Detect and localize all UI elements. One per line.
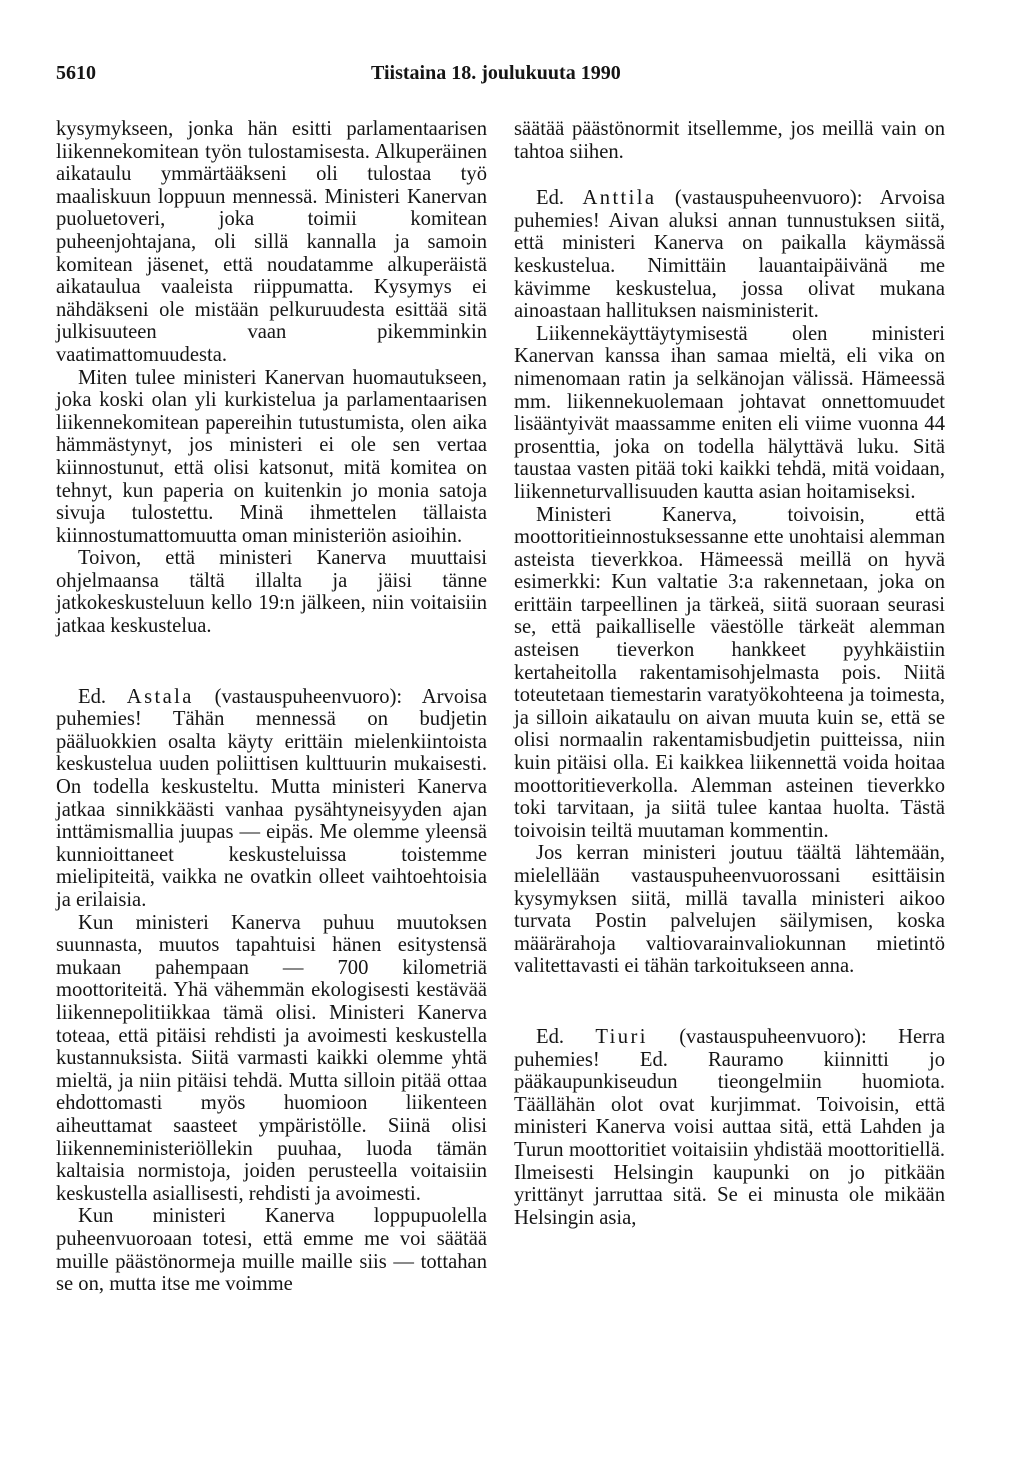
speaker-prefix: Ed. <box>78 685 127 708</box>
left-column <box>56 118 487 1296</box>
right-column <box>514 118 945 1229</box>
paragraph: Liikennekäyttäytymisestä olen ministeri Kanervan kanssa ihan samaa mieltä, eli vika on nimenomaan ratin ja selkänojan välissä. Hämeessä mm. liikennekuolemaan johtavat onnettomuudet lisääntyivät maassamme eniten eli viime vuonna 44 prosenttia, joka on todella hälyttävä luku. Sitä taustaa vasten pitää toki kaikki tehdä, mitä voidaan, liikenneturvallisuuden kautta asian hoitamiseksi. <box>514 322 945 503</box>
speaker-name: Anttila <box>582 187 657 210</box>
speaker-prefix: Ed. <box>536 187 583 210</box>
speech-text: (vastauspuheenvuoro): Arvoisa puhemies! Aivan aluksi annan tunnustuksen siitä, että ministeri Kanerva on paikalla käymässä keskustelua. Nimittäin lauantaipäivänä me kävimme keskustelua, jossa olivat mukana ainoastaan hallituksen naisministerit. <box>514 187 945 323</box>
paragraph: Kun ministeri Kanerva puhuu muutoksen suunnasta, muutos tapahtuisi hänen esitystensä mukaan pahempaan — 700 kilometriä moottoriteitä. Yhä vähemmän ekologisesti kestävää liikennepolitiikkaa tämä olisi. Ministeri Kanerva toteaa, että pitäisi rehdisti ja avoimesti keskustella kustannuksista. Siitä varmasti kaikki olemme yhtä mieltä, ja niin pitäisi tehdä. Mutta silloin pitää ottaa ehdottomasti myös huomioon liikenteen aiheuttamat saasteet ympäristölle. Siinä olisi liikenneministeriöllekin puuhaa, luoda tämän kaltaisia normistoja, joiden perusteella voitaisiin keskustella asiallisesti, rehdisti ja avoimesti. <box>56 911 487 1205</box>
speech-text: (vastauspuheenvuoro): Herra puhemies! Ed. Rauramo kiinnitti jo pääkaupunkiseudun tieongelmiin huomiota. Täällähän olot ovat kurjimmat. Toivoisin, että ministeri Kanerva voisi auttaa sitä, että Lahden ja Turun moottoritiet voitaisiin yhdistää moottoritiellä. Ilmeisesti Helsingin kaupunki on jo pitkään yrittänyt jarruttaa sitä. Se ei minusta ole mikään Helsingin asia, <box>514 1025 945 1229</box>
speaker-prefix: Ed. <box>536 1025 596 1048</box>
speaker-name: Astala <box>126 685 194 708</box>
paragraph: Miten tulee ministeri Kanervan huomautukseen, joka koski olan yli kurkistelua ja parlamentaarisen liikennekomitean papereihin tutustumista, olen aika hämmästynyt, jos ministeri ei ole sen vertaa kiinnostunut, että olisi katsonut, mitä komitea on tehnyt, kun paperia on kuitenkin jo monia satoja sivuja tulostettu. Minä ihmettelen tällaista kiinnostumattomuutta oman ministeriön asioihin. <box>56 366 487 547</box>
speaker-name: Tiuri <box>595 1025 648 1048</box>
page-number: 5610 <box>56 62 96 84</box>
page-header <box>56 62 968 92</box>
header-date: Tiistaina 18. joulukuuta 1990 <box>371 62 621 84</box>
speech-tiuri <box>514 1026 945 1229</box>
paragraph: Kun ministeri Kanerva loppupuolella puheenvuoroaan totesi, että emme me voi säätää muille päästönormeja muille maille siis — tottahan se on, mutta itse me voimme <box>56 1205 487 1296</box>
paragraph: Ministeri Kanerva, toivoisin, että moottoritieinnostuksessanne ette unohtaisi alemman asteista tieverkkoa. Hämeessä meillä on hyvä esimerkki: Kun valtatie 3:a rakennetaan, joka on erittäin tarpeellinen ja tärkeä, siitä suoraan seurasi se, että paikalliselle väestölle tärkeät alemman asteisen tieverkon hankkeet pyyhkäistiin kertaheitolla rakentamisohjelmasta pois. Niitä toteutetaan tiemestarin varatyökohteena ja toimesta, ja silloin aikataulu on aivan muuta kuin se, että se olisi normaalin rakentamisbudjetin puitteissa, niin kuin pitäisi olla. Ei kaikkea liikennettä voida hoitaa moottoritieverkolla. Alemman asteinen tieverkko toki tarvitaan, ja siitä tulee kantaa huolta. Tästä toivoisin teiltä muutaman kommentin. <box>514 503 945 842</box>
speech-astala <box>56 686 487 912</box>
paragraph: kysymykseen, jonka hän esitti parlamentaarisen liikennekomitean työn tulostamisesta. Alkuperäinen aikataulu ymmärtääkseni oli tulostaa työ maaliskuun loppuun mennessä. Ministeri Kanervan puoluetoveri, joka toimii komitean puheenjohtajana, oli sillä kannalla ja samoin komitean jäsenet, että noudatamme alkuperäistä aikataulua vaaleista riippumatta. Kysymys ei nähdäkseni ole mistään pelkuruudesta esittää sitä julkisuuteen vaan pikemminkin vaatimattomuudesta. <box>56 118 487 366</box>
paragraph: säätää päästönormit itsellemme, jos meillä vain on tahtoa siihen. <box>514 118 945 163</box>
speech-anttila <box>514 187 945 323</box>
speech-text: (vastauspuheenvuoro): Arvoisa puhemies! Tähän mennessä on budjetin pääluokkien osalta käyty erittäin mielenkiintoista keskustelua uuden poliittisen kulttuurin mukaisesti. On todella keskusteltu. Mutta ministeri Kanerva jatkaa sinnikkäästi vanhaa pysähtyneisyyden ajan inttämismallia juupas — eipäs. Me olemme yleensä kunnioittaneet keskusteluissa toistemme mielipiteitä, vaikka ne ovatkin olleet vaihtoehtoisia ja erilaisia. <box>56 685 487 911</box>
paragraph: Jos kerran ministeri joutuu täältä lähtemään, mielellään vastauspuheenvuorossani esittäisin kysymyksen siitä, millä tavalla ministeri aikoo turvata Postin palvelujen säilymisen, koska määrärahoja valtiovarainvaliokunnan mietintö valitettavasti ei tähän tarkoitukseen anna. <box>514 842 945 978</box>
paragraph: Toivon, että ministeri Kanerva muuttaisi ohjelmaansa tältä illalta ja jäisi tänne jatkokeskusteluun kello 19:n jälkeen, niin voitaisiin jatkaa keskustelua. <box>56 547 487 638</box>
